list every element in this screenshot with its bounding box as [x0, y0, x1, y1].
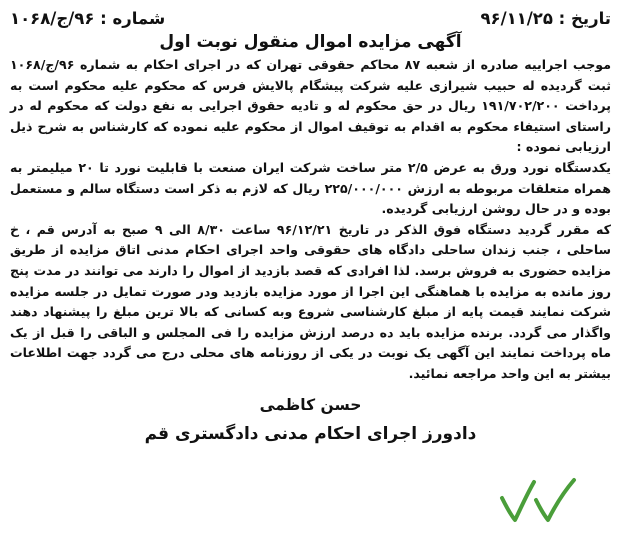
- signatory-name: حسن کاظمی: [259, 395, 362, 414]
- paragraph-auction-terms: که مقرر گردید دستگاه فوق الذکر در تاریخ ۹۶/۱۲/۲۱ ساعت ۸/۳۰ الی ۹ صبح به آدرس قم ، خ ساحلی ، جنب زندان ساحلی دادگاه های حقوقی واحد اجرای احکام مدنی اتاق مزایده از طریق مزایده حضوری به فروش برسد. لذا افرادی که قصد بازدید از اموال را دارند می توانند در مدت پنج روز مانده به مزایده با هماهنگی این اجرا از مورد مزایده بازدید ودر صورت تمایل در جلسه مزایده شرکت نمایند قیمت پایه از مبلغ کارشناسی شروع وبه کسانی که بالا ترین مبلغ را پیشنهاد دهند واگذار می گردد. برنده مزایده باید ده درصد ارزش مزایده را فی المجلس و الباقی را قبل از یک ماه پرداخت نمایند این آگهی یک نوبت در یکی از روزنامه های محلی درج می گردد جهت اطلاعات بیشتر به این واحد مراجعه نمائید.: [10, 221, 612, 381]
- handwritten-check-icon: [496, 476, 582, 526]
- paragraph-item-description: یکدستگاه نورد ورق به عرض ۲/۵ متر ساخت شرکت ایران صنعت با قابلیت نورد تا ۲۰ میلیمتر به همراه متعلقات مربوطه به ارزش ۲۲۵/۰۰۰/۰۰۰ ریال که لازم به ذکر است دستگاه سالم و مستعمل بوده و در حال روشن ارزیابی گردیده.: [10, 159, 611, 217]
- notice-header: [10, 6, 611, 30]
- notice-body: [10, 55, 611, 385]
- signatory-role: دادورز اجرای احکام مدنی دادگستری قم: [144, 423, 477, 444]
- notice-date: تاریخ : ۹۶/۱۱/۲۵: [480, 8, 611, 28]
- notice-number: شماره : ۹۶/ج/۱۰۶۸: [10, 8, 166, 28]
- signature-block: [10, 395, 611, 445]
- paragraph-debt-details: موجب اجراییه صادره از شعبه ۸۷ محاکم حقوقی تهران که در اجرای احکام به شماره ۹۶/ج/۱۰۶۸ ثبت گردیده له حبیب شیرازی علیه شرکت پیشگام پالایش فرس که محکوم علیه محکوم است به پرداخت ۱۹۱/۷۰۲/۲۰۰ ریال در حق محکوم له و تادیه حقوق اجرایی به نفع دولت که محکوم له در راستای استیفاء محکوم به اقدام به توقیف اموال از محکوم علیه نموده که کارشناس به شرح ذیل ارزیابی نموده :: [10, 57, 611, 155]
- notice-title: آگهی مزایده اموال منقول نوبت اول: [159, 32, 462, 52]
